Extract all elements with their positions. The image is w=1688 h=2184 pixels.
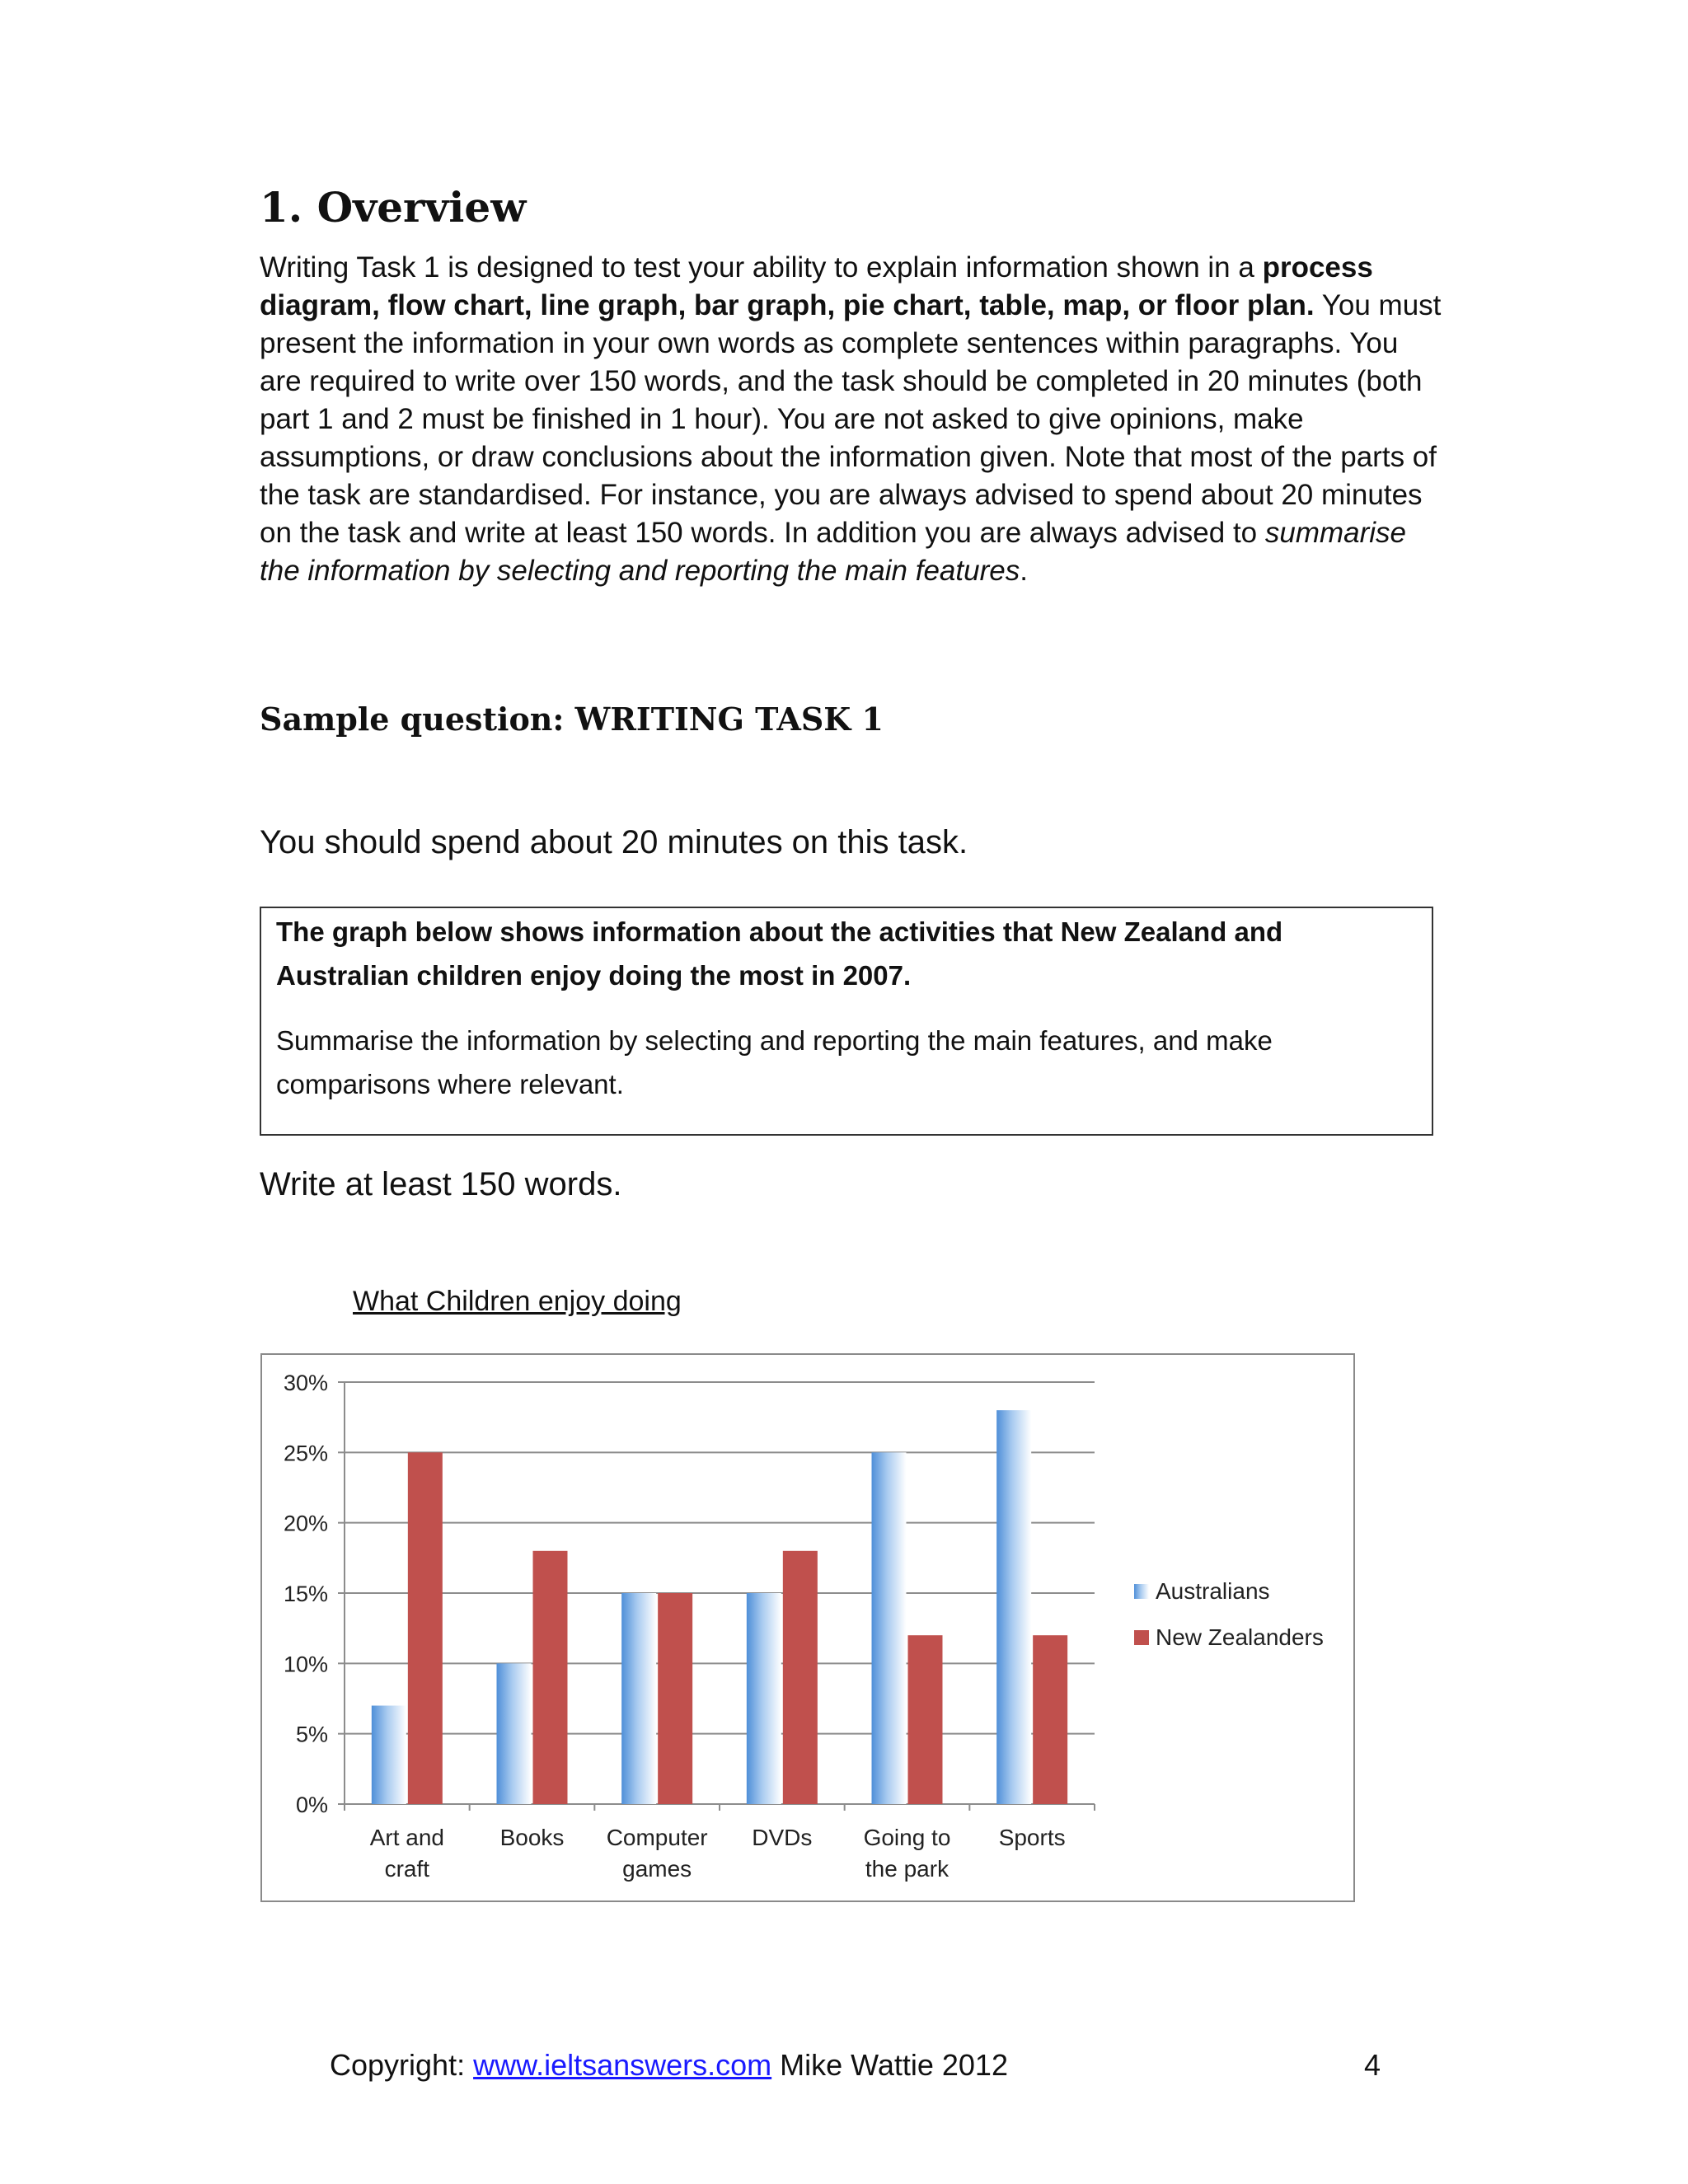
bar-australians <box>621 1593 656 1804</box>
bar-chart <box>262 1355 1353 1900</box>
legend-swatch <box>1134 1584 1149 1599</box>
intro-text-2: You must present the information in your own words as complete sentences within paragraphs. You are required to write over 150 words, and the task should be completed in 20 minutes (both part 1 and 2 must be finished in 1 hour). You are not asked to give opinions, make assumptions, or draw conclusions about the information given. Note that most of the parts of the task are standardised. For instance, you are always advised to spend about 20 minutes on the task and write at least 150 words. In addition you are always advised to <box>260 289 1442 549</box>
chart-title: What Children enjoy doing <box>353 1286 682 1317</box>
chart-frame <box>260 1353 1355 1902</box>
bar-australians <box>996 1410 1031 1804</box>
x-tick-label: Sports <box>998 1825 1066 1850</box>
intro-bold-list: process diagram, flow chart, line graph, bar graph, pie chart, table, map, or floor plan. <box>260 251 1373 321</box>
sample-question-heading: Sample question: WRITING TASK 1 <box>260 701 884 738</box>
legend-swatch <box>1134 1630 1149 1645</box>
footer-author: Mike Wattie 2012 <box>771 2048 1008 2082</box>
legend-label: New Zealanders <box>1156 1624 1324 1650</box>
section-heading: 1. Overview <box>260 183 527 232</box>
y-tick-label: 30% <box>283 1371 328 1395</box>
task-question: The graph below shows information about the activities that New Zealand and Australian children enjoy doing the most in 2007. <box>276 916 1283 991</box>
y-tick-label: 25% <box>283 1441 328 1466</box>
bar-new-zealanders <box>533 1551 568 1804</box>
x-tick-label: Books <box>499 1825 565 1850</box>
task-box <box>260 907 1433 1136</box>
word-count-instruction: Write at least 150 words. <box>260 1166 622 1202</box>
x-tick-label: Going to <box>863 1825 951 1850</box>
bar-australians <box>872 1452 907 1804</box>
y-tick-label: 0% <box>295 1793 328 1817</box>
page-number: 4 <box>1364 2048 1381 2082</box>
intro-italic-phrase: summarise the information by selecting and reporting the main features <box>260 517 1407 587</box>
x-tick-label: games <box>622 1856 692 1882</box>
bar-australians <box>497 1663 532 1804</box>
intro-text-end: . <box>1020 555 1028 587</box>
footer-copyright: Copyright: <box>330 2048 474 2082</box>
x-tick-label: DVDs <box>752 1825 813 1850</box>
y-tick-label: 15% <box>283 1582 328 1606</box>
bar-new-zealanders <box>1033 1635 1067 1804</box>
bar-new-zealanders <box>908 1635 943 1804</box>
time-instruction: You should spend about 20 minutes on this task. <box>260 824 968 860</box>
footer-link[interactable]: www.ieltsanswers.com <box>473 2048 772 2082</box>
bar-new-zealanders <box>658 1593 692 1804</box>
x-tick-label: Computer <box>606 1825 708 1850</box>
y-tick-label: 5% <box>295 1722 328 1747</box>
bar-australians <box>747 1593 781 1804</box>
legend-label: Australians <box>1156 1578 1270 1604</box>
x-tick-label: Art and <box>369 1825 444 1850</box>
y-tick-label: 10% <box>283 1652 328 1677</box>
bar-new-zealanders <box>408 1452 443 1804</box>
x-tick-label: craft <box>384 1856 430 1882</box>
bar-australians <box>372 1706 406 1804</box>
footer <box>330 2048 1385 2082</box>
y-tick-label: 20% <box>283 1511 328 1536</box>
task-instruction: Summarise the information by selecting and reporting the main features, and make comparisons where relevant. <box>276 1025 1273 1099</box>
x-tick-label: the park <box>865 1856 950 1882</box>
intro-text-1: Writing Task 1 is designed to test your ability to explain information shown in a <box>260 251 1263 284</box>
bar-new-zealanders <box>783 1551 818 1804</box>
intro-paragraph <box>260 249 1447 590</box>
